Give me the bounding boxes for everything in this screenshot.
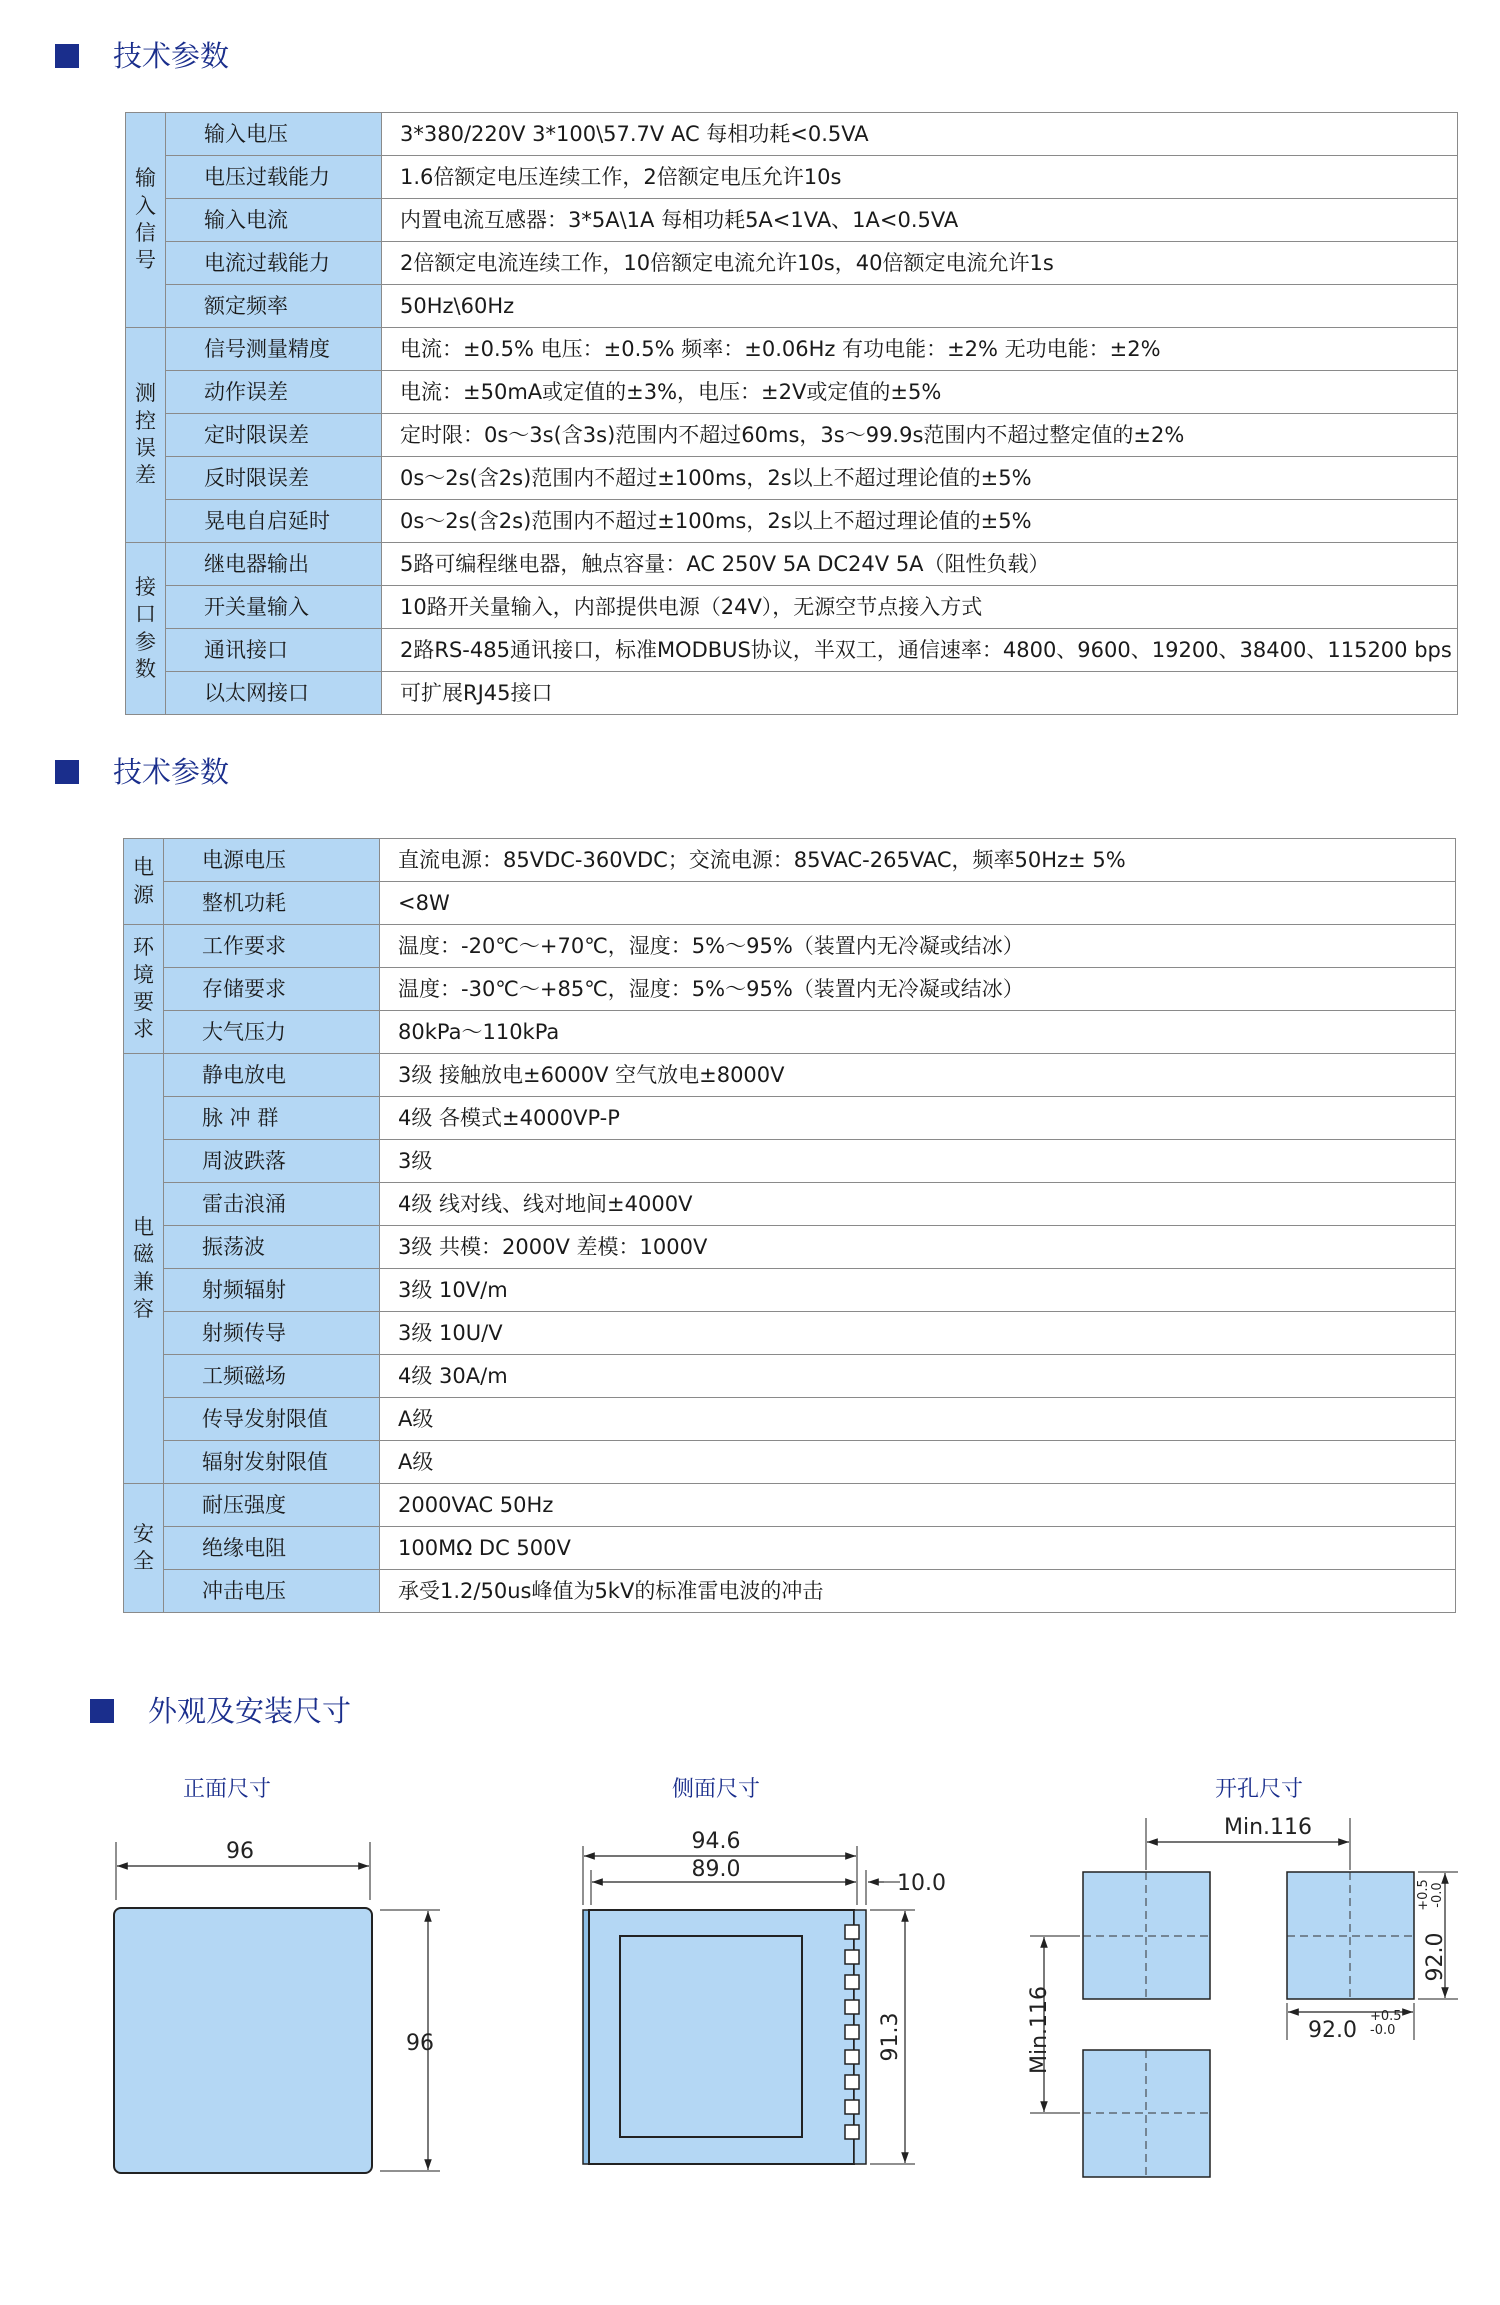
spec-value: 直流电源：85VDC-360VDC；交流电源：85VAC-265VAC，频率50Hz± 5%: [380, 839, 1456, 882]
spec-label: 射频辐射: [164, 1269, 380, 1312]
side-view-drawing: [583, 1829, 946, 2164]
side-body-depth-label: 89.0: [691, 1857, 741, 1882]
spec-row: [124, 1140, 1456, 1183]
spec-value: 内置电流互感器：3*5A\1A 每相功耗5A<1VA、1A<0.5VA: [382, 199, 1458, 242]
spec-value: 3级 10V/m: [380, 1269, 1456, 1312]
spec-label: 动作误差: [166, 371, 382, 414]
spec-value: 电流：±50mA或定值的±3%，电压：±2V或定值的±5%: [382, 371, 1458, 414]
terminal-blocks: [845, 1925, 859, 2139]
side-view-title: 侧面尺寸: [672, 1777, 761, 1802]
cutout-min-vertical-label: Min.116: [1027, 1985, 1052, 2075]
spec-row: [124, 1097, 1456, 1140]
spec-value: 温度：-30℃～+85℃，湿度：5%～95%（装置内无冷凝或结冰）: [380, 968, 1456, 1011]
spec-label: 开关量输入: [166, 586, 382, 629]
spec-label: 周波跌落: [164, 1140, 380, 1183]
side-front-depth-label: 10.0: [897, 1871, 946, 1896]
spec-value: 温度：-20℃～+70℃，湿度：5%～95%（装置内无冷凝或结冰）: [380, 925, 1456, 968]
spec-row: [124, 1570, 1456, 1613]
spec-label: 整机功耗: [164, 882, 380, 925]
group-name: 测控误差: [135, 381, 156, 488]
spec-row: [126, 242, 1458, 285]
front-width-label: 96: [226, 1839, 254, 1864]
group-header: [126, 328, 166, 543]
side-terminal-strip: [854, 1910, 866, 2164]
group-name: 电磁兼容: [133, 1214, 154, 1321]
group-header: [126, 543, 166, 715]
spec-value: 可扩展RJ45接口: [382, 672, 1458, 715]
spec-value: A级: [380, 1441, 1456, 1484]
spec-value: <8W: [380, 882, 1456, 925]
side-front-bezel: [583, 1910, 591, 2164]
spec-row: [124, 1398, 1456, 1441]
cutout-min-horizontal-label: Min.116: [1223, 1815, 1313, 1840]
spec-label: 振荡波: [164, 1226, 380, 1269]
spec-table-1: [125, 112, 1458, 715]
cutout-height-tol-plus: +0.5: [1416, 1879, 1431, 1911]
spec-row: [126, 543, 1458, 586]
spec-label: 绝缘电阻: [164, 1527, 380, 1570]
spec-label: 冲击电压: [164, 1570, 380, 1613]
spec-row: [124, 1183, 1456, 1226]
section-title-text: 技术参数: [113, 755, 230, 789]
group-header: [126, 113, 166, 328]
spec-row: [126, 500, 1458, 543]
spec-row: [126, 113, 1458, 156]
cutout-hole-top-right: [1287, 1872, 1414, 1999]
cutout-width-label: 92.0: [1308, 2018, 1357, 2043]
spec-row: [124, 1355, 1456, 1398]
spec-value: 3级 接触放电±6000V 空气放电±8000V: [380, 1054, 1456, 1097]
spec-row: [124, 1054, 1456, 1097]
group-header: [124, 839, 164, 925]
spec-row: [124, 925, 1456, 968]
spec-value: 5路可编程继电器，触点容量：AC 250V 5A DC24V 5A（阻性负载）: [382, 543, 1458, 586]
cutout-view-drawing: [1027, 1815, 1458, 2177]
spec-label: 工作要求: [164, 925, 380, 968]
group-name: 环境要求: [133, 935, 154, 1042]
spec-table-2: [123, 838, 1456, 1613]
spec-row: [124, 968, 1456, 1011]
spec-label: 以太网接口: [166, 672, 382, 715]
spec-row: [126, 285, 1458, 328]
spec-label: 输入电压: [166, 113, 382, 156]
spec-label: 继电器输出: [166, 543, 382, 586]
spec-value: 3级 10U/V: [380, 1312, 1456, 1355]
spec-value: 3级: [380, 1140, 1456, 1183]
group-header: [124, 1054, 164, 1484]
spec-value: 0s～2s(含2s)范围内不超过±100ms，2s以上不超过理论值的±5%: [382, 500, 1458, 543]
spec-label: 耐压强度: [164, 1484, 380, 1527]
group-name: 接口参数: [135, 574, 156, 681]
spec-label: 电压过载能力: [166, 156, 382, 199]
spec-label: 雷击浪涌: [164, 1183, 380, 1226]
side-window: [620, 1936, 802, 2137]
front-view-drawing: [114, 1839, 440, 2173]
spec-label: 脉 冲 群: [164, 1097, 380, 1140]
spec-value: 0s～2s(含2s)范围内不超过±100ms，2s以上不超过理论值的±5%: [382, 457, 1458, 500]
cutout-height-label: 92.0: [1423, 1932, 1448, 1982]
cutout-view-title: 开孔尺寸: [1215, 1777, 1304, 1802]
title-square-icon: [55, 44, 79, 68]
cutout-hole-bottom-left: [1083, 2050, 1210, 2177]
spec-value: 80kPa～110kPa: [380, 1011, 1456, 1054]
spec-label: 电流过载能力: [166, 242, 382, 285]
spec-value: 定时限：0s～3s(含3s)范围内不超过60ms，3s～99.9s范围内不超过整定值的±2%: [382, 414, 1458, 457]
group-header: [124, 1484, 164, 1613]
spec-value: 2倍额定电流连续工作，10倍额定电流允许10s，40倍额定电流允许1s: [382, 242, 1458, 285]
front-height-label: 96: [406, 2031, 434, 2056]
spec-row: [126, 629, 1458, 672]
spec-value: 10路开关量输入，内部提供电源（24V），无源空节点接入方式: [382, 586, 1458, 629]
side-height-label: 91.3: [878, 2012, 903, 2062]
front-panel: [114, 1908, 372, 2173]
spec-row: [124, 1484, 1456, 1527]
spec-value: 承受1.2/50us峰值为5kV的标准雷电波的冲击: [380, 1570, 1456, 1613]
spec-value: 4级 线对线、线对地间±4000V: [380, 1183, 1456, 1226]
spec-label: 定时限误差: [166, 414, 382, 457]
spec-value: 3级 共模：2000V 差模：1000V: [380, 1226, 1456, 1269]
spec-value: 2000VAC 50Hz: [380, 1484, 1456, 1527]
spec-row: [126, 328, 1458, 371]
section-title-text: 技术参数: [113, 39, 230, 73]
spec-value: 电流：±0.5% 电压：±0.5% 频率：±0.06Hz 有功电能：±2% 无功电能：±2%: [382, 328, 1458, 371]
spec-label: 射频传导: [164, 1312, 380, 1355]
spec-label: 工频磁场: [164, 1355, 380, 1398]
spec-row: [126, 371, 1458, 414]
spec-label: 信号测量精度: [166, 328, 382, 371]
side-body: [589, 1910, 854, 2164]
spec-row: [126, 672, 1458, 715]
spec-label: 反时限误差: [166, 457, 382, 500]
title-square-icon: [90, 1699, 114, 1723]
spec-label: 存储要求: [164, 968, 380, 1011]
spec-row: [124, 1312, 1456, 1355]
spec-label: 静电放电: [164, 1054, 380, 1097]
spec-row: [124, 839, 1456, 882]
spec-row: [124, 1527, 1456, 1570]
spec-row: [126, 156, 1458, 199]
spec-value: 4级 各模式±4000VP-P: [380, 1097, 1456, 1140]
group-name: 电源: [133, 855, 154, 907]
side-total-depth-label: 94.6: [691, 1829, 741, 1854]
spec-label: 辐射发射限值: [164, 1441, 380, 1484]
group-header: [124, 925, 164, 1054]
spec-label: 额定频率: [166, 285, 382, 328]
spec-value: 4级 30A/m: [380, 1355, 1456, 1398]
spec-value: 3*380/220V 3*100\57.7V AC 每相功耗<0.5VA: [382, 113, 1458, 156]
spec-row: [126, 414, 1458, 457]
section-title-text: 外观及安装尺寸: [148, 1694, 352, 1728]
spec-row: [124, 1226, 1456, 1269]
spec-row: [126, 586, 1458, 629]
spec-row: [124, 1011, 1456, 1054]
spec-value: 1.6倍额定电压连续工作，2倍额定电压允许10s: [382, 156, 1458, 199]
spec-value: 2路RS-485通讯接口，标准MODBUS协议，半双工，通信速率：4800、9600、19200、38400、115200 bps: [382, 629, 1458, 672]
spec-row: [126, 199, 1458, 242]
group-name: 安全: [133, 1521, 154, 1573]
group-name: 输入信号: [135, 166, 156, 273]
spec-row: [124, 1441, 1456, 1484]
spec-label: 晃电自启延时: [166, 500, 382, 543]
title-square-icon: [55, 760, 79, 784]
spec-value: A级: [380, 1398, 1456, 1441]
cutout-width-tol-plus: +0.5: [1370, 2009, 1402, 2024]
front-view-title: 正面尺寸: [183, 1777, 272, 1802]
spec-value: 100MΩ DC 500V: [380, 1527, 1456, 1570]
spec-row: [124, 882, 1456, 925]
cutout-height-tol-minus: -0.0: [1430, 1882, 1445, 1908]
cutout-hole-top-left: [1083, 1872, 1210, 1999]
cutout-width-tol-minus: -0.0: [1370, 2023, 1396, 2038]
spec-row: [126, 457, 1458, 500]
spec-label: 通讯接口: [166, 629, 382, 672]
spec-label: 传导发射限值: [164, 1398, 380, 1441]
spec-row: [124, 1269, 1456, 1312]
spec-label: 大气压力: [164, 1011, 380, 1054]
spec-value: 50Hz\60Hz: [382, 285, 1458, 328]
spec-label: 电源电压: [164, 839, 380, 882]
spec-label: 输入电流: [166, 199, 382, 242]
